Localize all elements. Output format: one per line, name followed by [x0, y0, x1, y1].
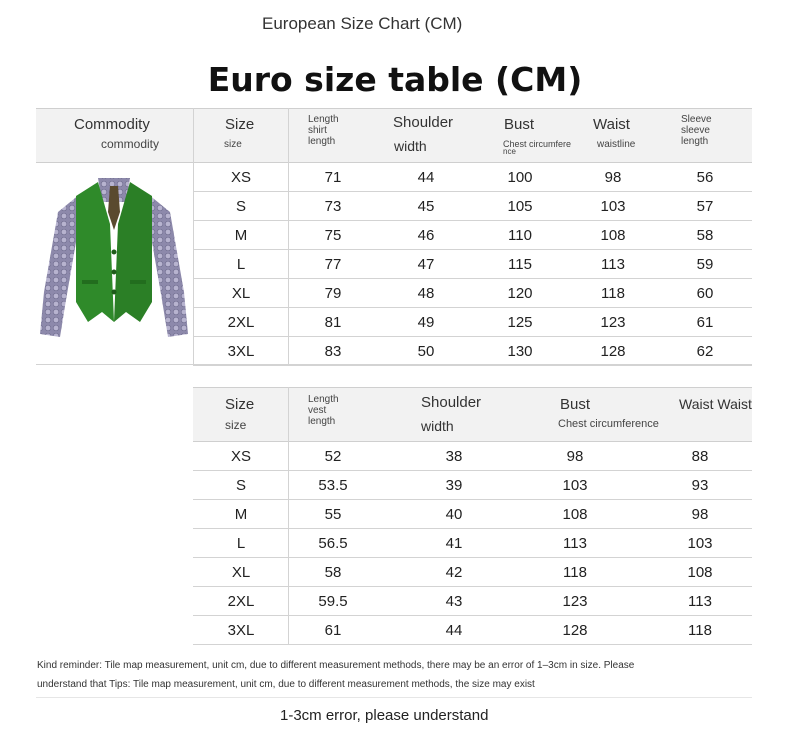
- cell-shoulder: 38: [445, 448, 463, 465]
- cell-waist: 128: [600, 343, 626, 360]
- row-divider: [193, 191, 752, 192]
- header-bust: Bust: [504, 116, 535, 133]
- cell-size: XS: [230, 448, 251, 465]
- cell-length: 52: [324, 448, 342, 465]
- cell-waist: 113: [688, 593, 712, 610]
- cell-sleeve: 58: [696, 227, 714, 244]
- cell-length: 81: [324, 314, 342, 331]
- cell-waist: 103: [687, 535, 713, 552]
- product-image: [36, 172, 192, 344]
- cell-bust: 123: [562, 593, 588, 610]
- header-size-sub: size: [225, 418, 247, 432]
- cell-bust: 120: [507, 285, 533, 302]
- cell-shoulder: 50: [417, 343, 435, 360]
- cell-bust: 128: [562, 622, 588, 639]
- header-bust-sub: Chest circumference: [558, 418, 659, 430]
- cell-length: 55: [324, 506, 342, 523]
- header-shoulder-width: width: [394, 138, 427, 154]
- cell-size: 3XL: [227, 343, 255, 360]
- notes-divider: [36, 697, 752, 698]
- cell-waist: 108: [600, 227, 626, 244]
- cell-size: 2XL: [227, 314, 255, 331]
- table1-divider: [193, 108, 194, 364]
- cell-shoulder: 41: [445, 535, 463, 552]
- cell-length: 56.5: [318, 535, 348, 552]
- page-title: Euro size table (CM): [207, 60, 583, 99]
- cell-shoulder: 42: [445, 564, 463, 581]
- cell-shoulder: 48: [417, 285, 435, 302]
- header-commodity-sub: commodity: [101, 137, 160, 151]
- header-length: Length shirt length: [308, 114, 339, 147]
- cell-bust: 125: [507, 314, 533, 331]
- size-column-divider: [288, 441, 289, 644]
- row-divider: [193, 470, 752, 471]
- header-shoulder: Shoulder: [421, 394, 482, 411]
- cell-sleeve: 59: [696, 256, 714, 273]
- cell-length: 83: [324, 343, 342, 360]
- cell-bust: 110: [508, 227, 532, 244]
- row-divider: [193, 499, 752, 500]
- cell-waist: 118: [688, 622, 712, 639]
- kind-reminder-line1: Kind reminder: Tile map measurement, unit cm, due to different measurement methods, there may be an error of 1–3cm in size. Please: [37, 660, 635, 671]
- cell-length: 61: [324, 622, 342, 639]
- cell-shoulder: 47: [417, 256, 435, 273]
- cell-shoulder: 39: [445, 477, 463, 494]
- cell-waist: 118: [601, 285, 625, 302]
- header-waist: Waist: [593, 116, 630, 133]
- cell-size: M: [234, 227, 248, 244]
- cell-length: 75: [324, 227, 342, 244]
- cell-bust: 130: [507, 343, 533, 360]
- cell-sleeve: 57: [696, 198, 714, 215]
- bottom-note: 1-3cm error, please understand: [280, 707, 489, 724]
- header-bust: Bust: [560, 396, 591, 413]
- cell-sleeve: 62: [696, 343, 714, 360]
- cell-size: L: [236, 256, 246, 273]
- cell-bust: 108: [562, 506, 588, 523]
- header-size-sub: size: [224, 139, 242, 150]
- row-divider: [193, 528, 752, 529]
- cell-waist: 113: [601, 256, 625, 273]
- cell-bust: 105: [507, 198, 533, 215]
- cell-length: 73: [324, 198, 342, 215]
- row-divider: [193, 220, 752, 221]
- cell-bust: 113: [563, 535, 587, 552]
- cell-waist: 123: [600, 314, 626, 331]
- header-waist: Waist Waist: [679, 396, 752, 412]
- cell-shoulder: 43: [445, 593, 463, 610]
- row-divider: [193, 615, 752, 616]
- table1-divider: [288, 108, 289, 162]
- header-shoulder-width: width: [421, 418, 454, 434]
- cell-length: 53.5: [318, 477, 348, 494]
- cell-size: M: [234, 506, 248, 523]
- header-bust-sub: Chest circumfere nce: [503, 139, 572, 156]
- cell-bust: 115: [508, 256, 532, 273]
- cell-shoulder: 44: [445, 622, 463, 639]
- cell-bust: 98: [566, 448, 584, 465]
- cell-length: 79: [324, 285, 342, 302]
- header-shoulder: Shoulder: [393, 114, 454, 131]
- row-divider: [193, 557, 752, 558]
- row-divider: [193, 278, 752, 279]
- cell-shoulder: 49: [417, 314, 435, 331]
- cell-waist: 103: [600, 198, 626, 215]
- row-divider: [193, 249, 752, 250]
- cell-sleeve: 60: [696, 285, 714, 302]
- top-caption: European Size Chart (CM): [262, 14, 463, 33]
- cell-length: 71: [324, 169, 342, 186]
- cell-shoulder: 40: [445, 506, 463, 523]
- header-size: Size: [225, 116, 255, 133]
- cell-waist: 108: [687, 564, 713, 581]
- kind-reminder-line2: understand that Tips: Tile map measurement, unit cm, due to different measurement methods, the size may exist: [37, 679, 535, 690]
- row-divider: [193, 307, 752, 308]
- header-length: Length vest length: [308, 394, 339, 427]
- cell-size: S: [235, 477, 246, 494]
- cell-shoulder: 45: [417, 198, 435, 215]
- cell-size: XS: [230, 169, 251, 186]
- cell-size: L: [236, 535, 246, 552]
- cell-waist: 93: [691, 477, 709, 494]
- cell-bust: 118: [563, 564, 587, 581]
- header-size: Size: [225, 396, 255, 413]
- cell-size: XL: [231, 564, 251, 581]
- row-divider: [193, 586, 752, 587]
- cell-size: XL: [231, 285, 251, 302]
- row-divider: [193, 644, 752, 645]
- cell-bust: 103: [562, 477, 588, 494]
- size-column-divider: [288, 162, 289, 365]
- cell-waist: 98: [691, 506, 709, 523]
- cell-shoulder: 46: [417, 227, 435, 244]
- header-waist-sub: waistline: [597, 139, 636, 150]
- row-divider: [193, 365, 752, 366]
- row-divider: [193, 336, 752, 337]
- table1-bottom-rule: [36, 364, 752, 365]
- cell-waist: 88: [691, 448, 709, 465]
- cell-shoulder: 44: [417, 169, 435, 186]
- table2-divider: [288, 387, 289, 441]
- cell-size: 3XL: [227, 622, 255, 639]
- cell-bust: 100: [507, 169, 533, 186]
- cell-length: 59.5: [318, 593, 348, 610]
- cell-size: 2XL: [227, 593, 255, 610]
- cell-waist: 98: [604, 169, 622, 186]
- cell-size: S: [235, 198, 246, 215]
- cell-length: 58: [324, 564, 342, 581]
- cell-sleeve: 61: [696, 314, 714, 331]
- cell-sleeve: 56: [696, 169, 714, 186]
- header-sleeve: Sleeve sleeve length: [681, 114, 712, 147]
- cell-length: 77: [324, 256, 342, 273]
- header-commodity: Commodity: [74, 116, 150, 133]
